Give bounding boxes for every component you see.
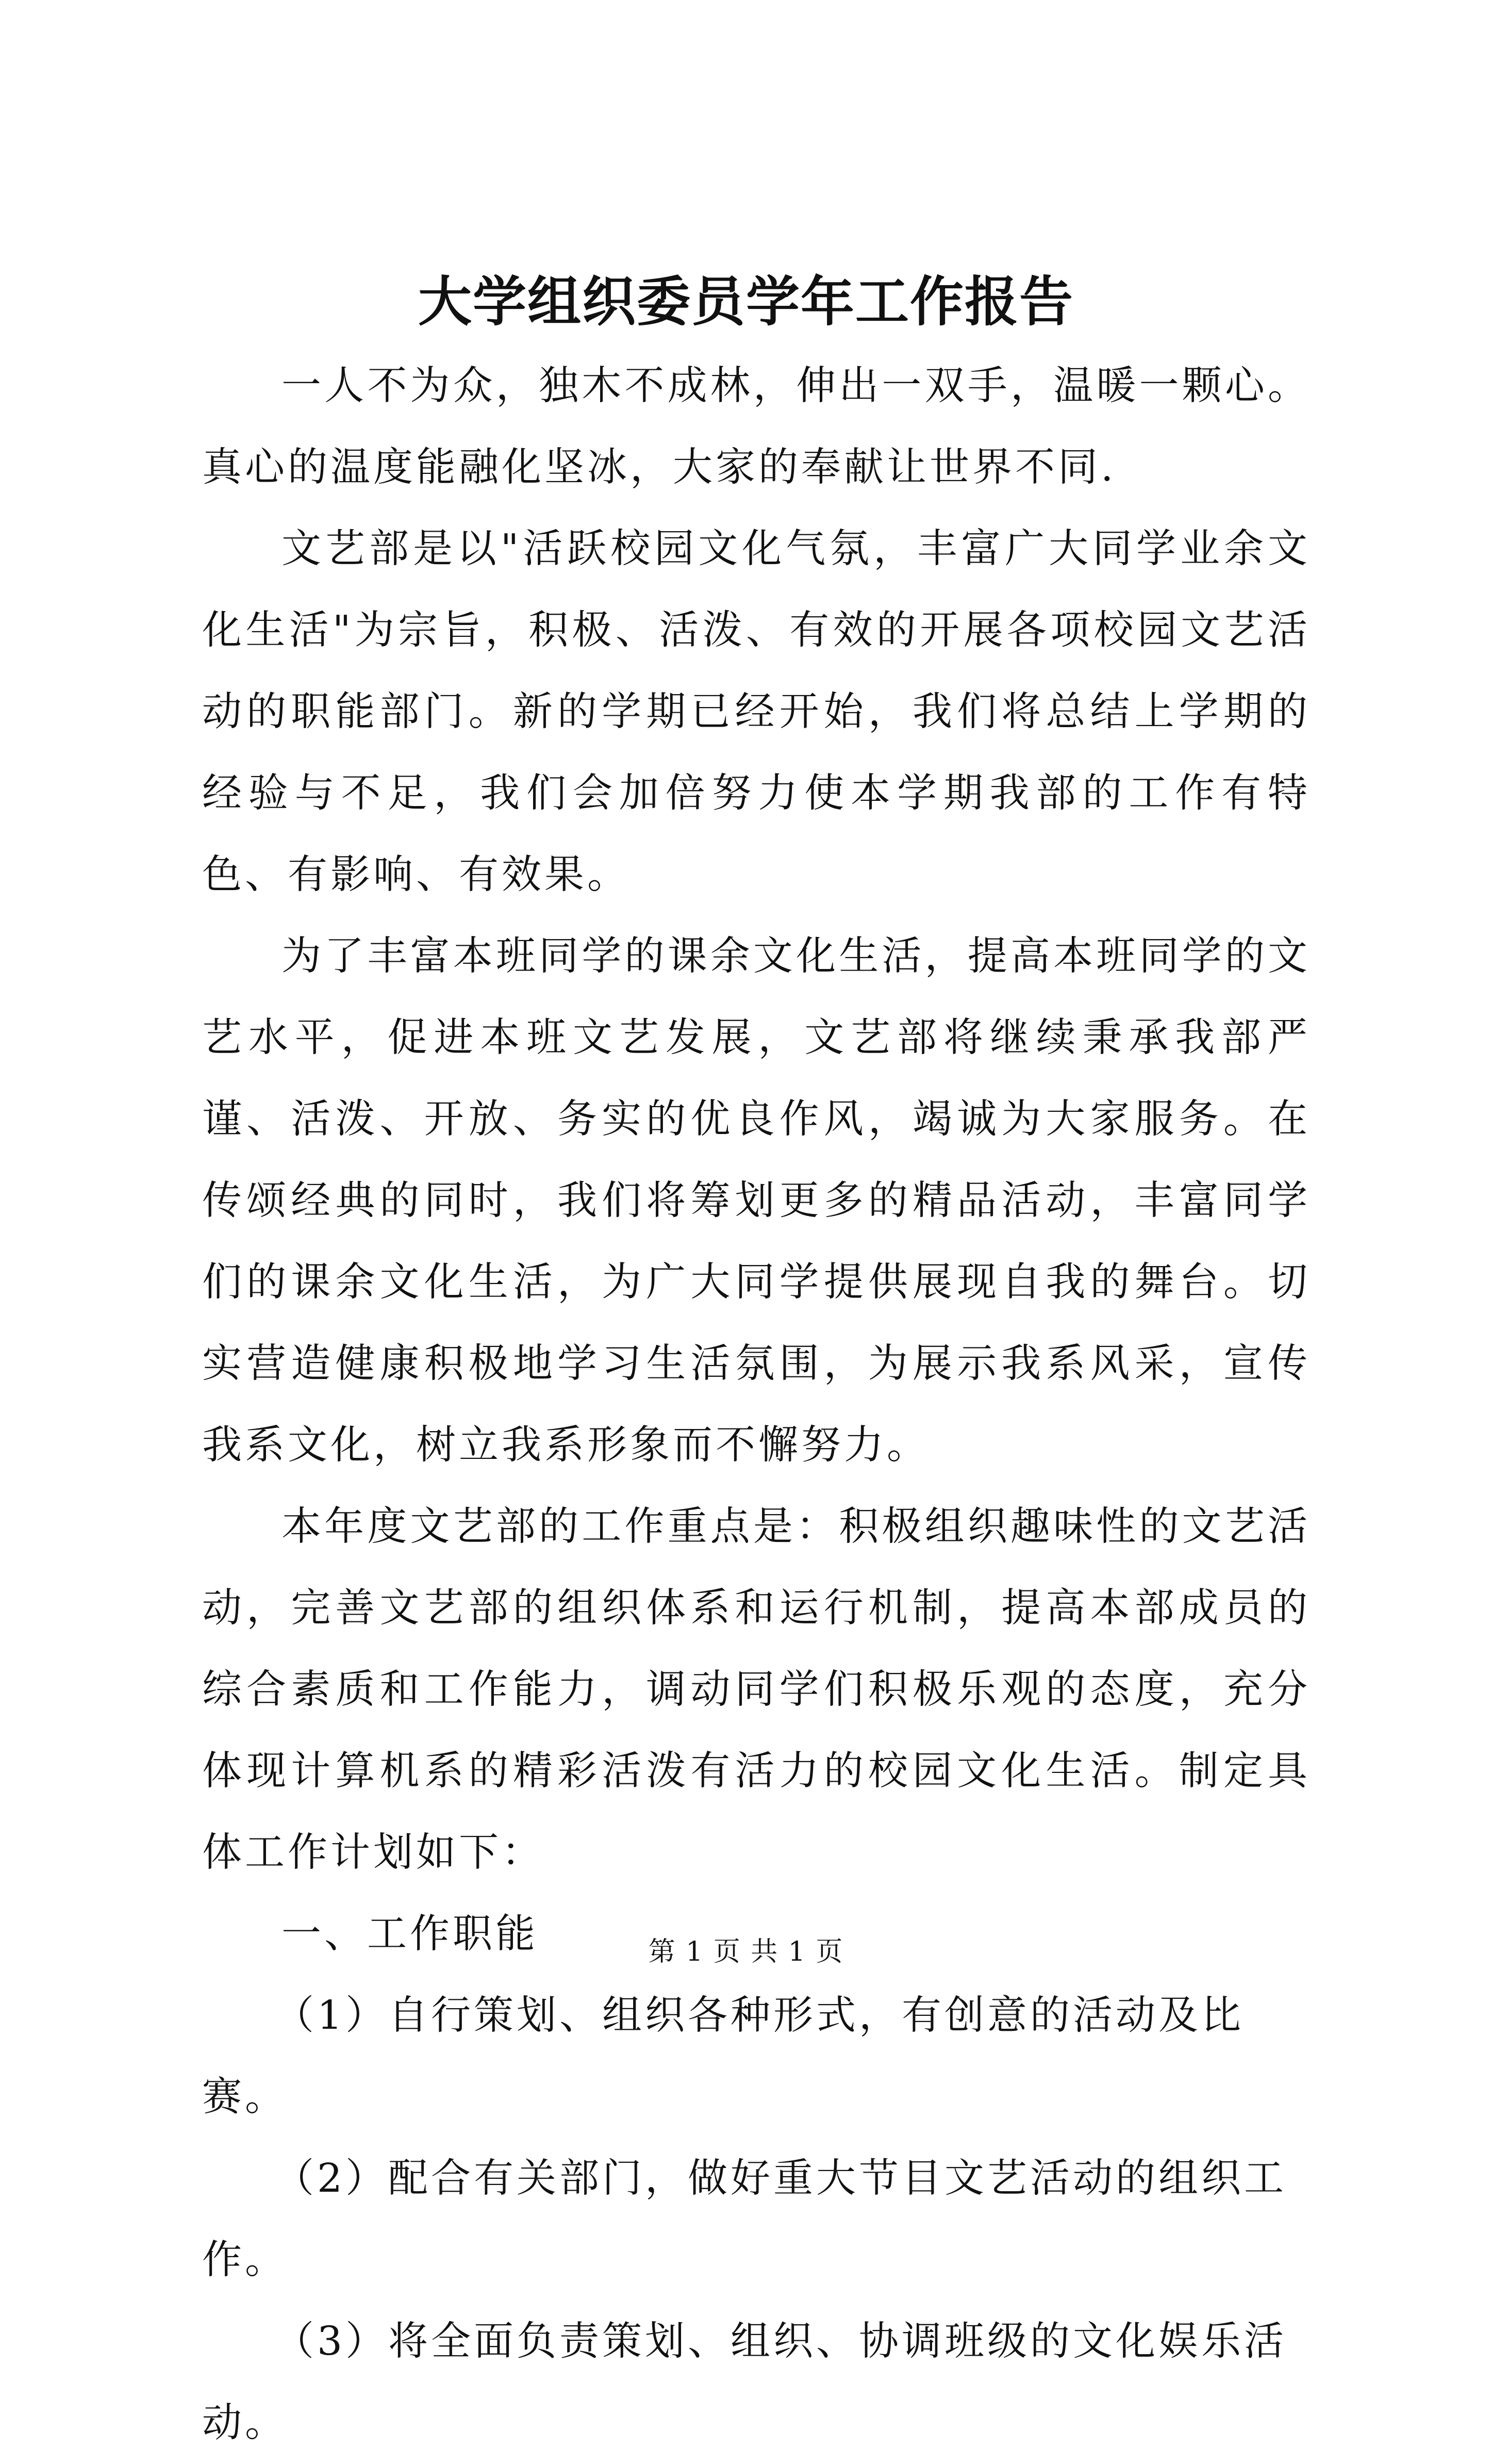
paragraph-annual-focus: 本年度文艺部的工作重点是：积极组织趣味性的文艺活动，完善文艺部的组织体系和运行机制，提高本部成员的综合素质和工作能力，调动同学们积极乐观的态度，充分体现计算机系的精彩活泼有活力的校园文化生活。制定具体工作计划如下： — [202, 1504, 1311, 1876]
document-title: 大学组织委员学年工作报告 — [418, 270, 1074, 333]
paragraph-goals: 为了丰富本班同学的课余文化生活，提高本班同学的文艺水平，促进本班文艺发展，文艺部将继续秉承我部严谨、活泼、开放、务实的优良作风，竭诚为大家服务。在传颂经典的同时，我们将筹划更多的精品活动，丰富同学们的课余文化生活，为广大同学提供展现自我的舞台。切实营造健康积极地学习生活氛围，为展示我系风采，宣传我系文化，树立我系形象而不懈努力。 — [202, 933, 1311, 1468]
list-item: （3）将全面负责策划、组织、协调班级的文化娱乐活动。 — [202, 2319, 1287, 2446]
page-footer: 第 1 页 共 1 页 — [648, 1936, 844, 1967]
paragraph-department-purpose: 文艺部是以"活跃校园文化气氛，丰富广大同学业余文化生活"为宗旨，积极、活泼、有效的开展各项校园文艺活动的职能部门。新的学期已经开始，我们将总结上学期的经验与不足，我们会加倍努力使本学期我部的工作有特色、有影响、有效果。 — [202, 526, 1311, 898]
document-body — [202, 346, 1311, 2464]
list-item: （1）自行策划、组织各种形式，有创意的活动及比赛。 — [202, 1993, 1244, 2120]
section-heading: 一、工作职能 — [281, 1911, 538, 1957]
paragraph-intro: 一人不为众，独木不成林，伸出一双手，温暖一颗心。真心的温度能融化坚冰，大家的奉献让世界不同. — [202, 363, 1311, 490]
list-item: （2）配合有关部门，做好重大节目文艺活动的组织工作。 — [202, 2156, 1287, 2283]
